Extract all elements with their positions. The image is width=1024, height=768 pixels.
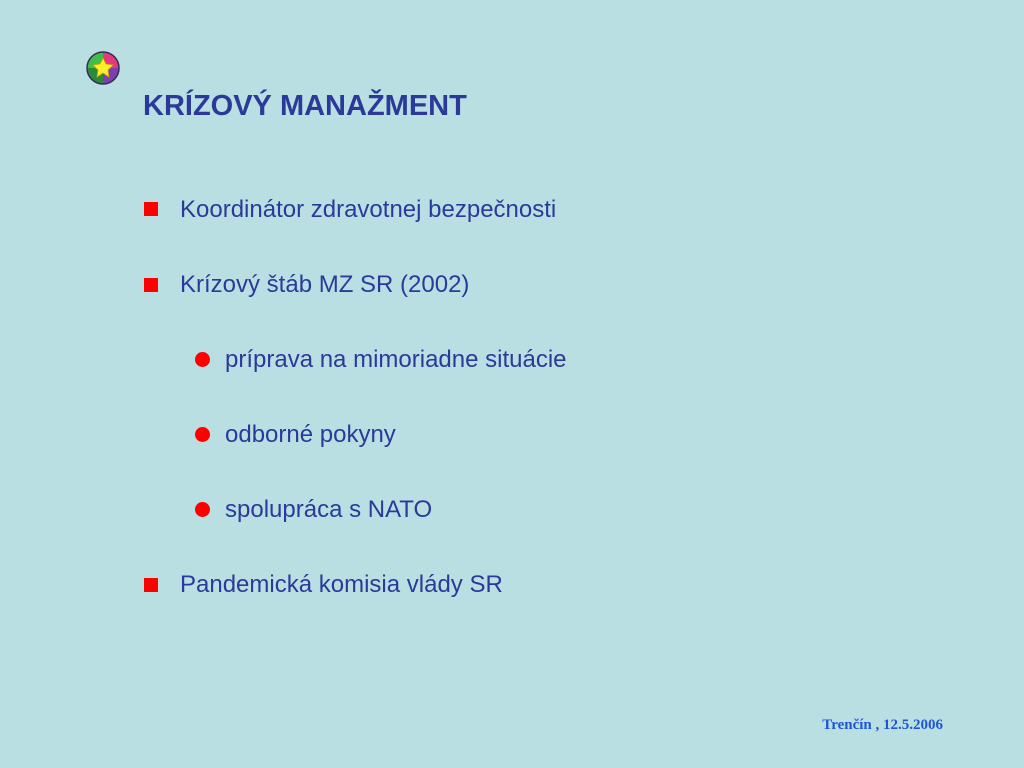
- round-bullet-icon: [195, 427, 210, 442]
- list-item: spolupráca s NATO: [225, 496, 433, 523]
- square-bullet-icon: [144, 578, 158, 592]
- round-bullet-icon: [195, 352, 210, 367]
- square-bullet-icon: [144, 202, 158, 216]
- slide-title: KRÍZOVÝ MANAŽMENT: [143, 90, 467, 122]
- footer-date: Trenčín , 12.5.2006: [822, 717, 943, 733]
- list-item: Pandemická komisia vlády SR: [180, 571, 503, 598]
- list-item: Koordinátor zdravotnej bezpečnosti: [180, 196, 557, 223]
- list-item: Krízový štáb MZ SR (2002): [180, 271, 470, 298]
- list-item: príprava na mimoriadne situácie: [225, 346, 567, 373]
- colorful-puzzle-globe-icon: [86, 51, 120, 85]
- list-item: odborné pokyny: [225, 421, 396, 448]
- square-bullet-icon: [144, 278, 158, 292]
- round-bullet-icon: [195, 502, 210, 517]
